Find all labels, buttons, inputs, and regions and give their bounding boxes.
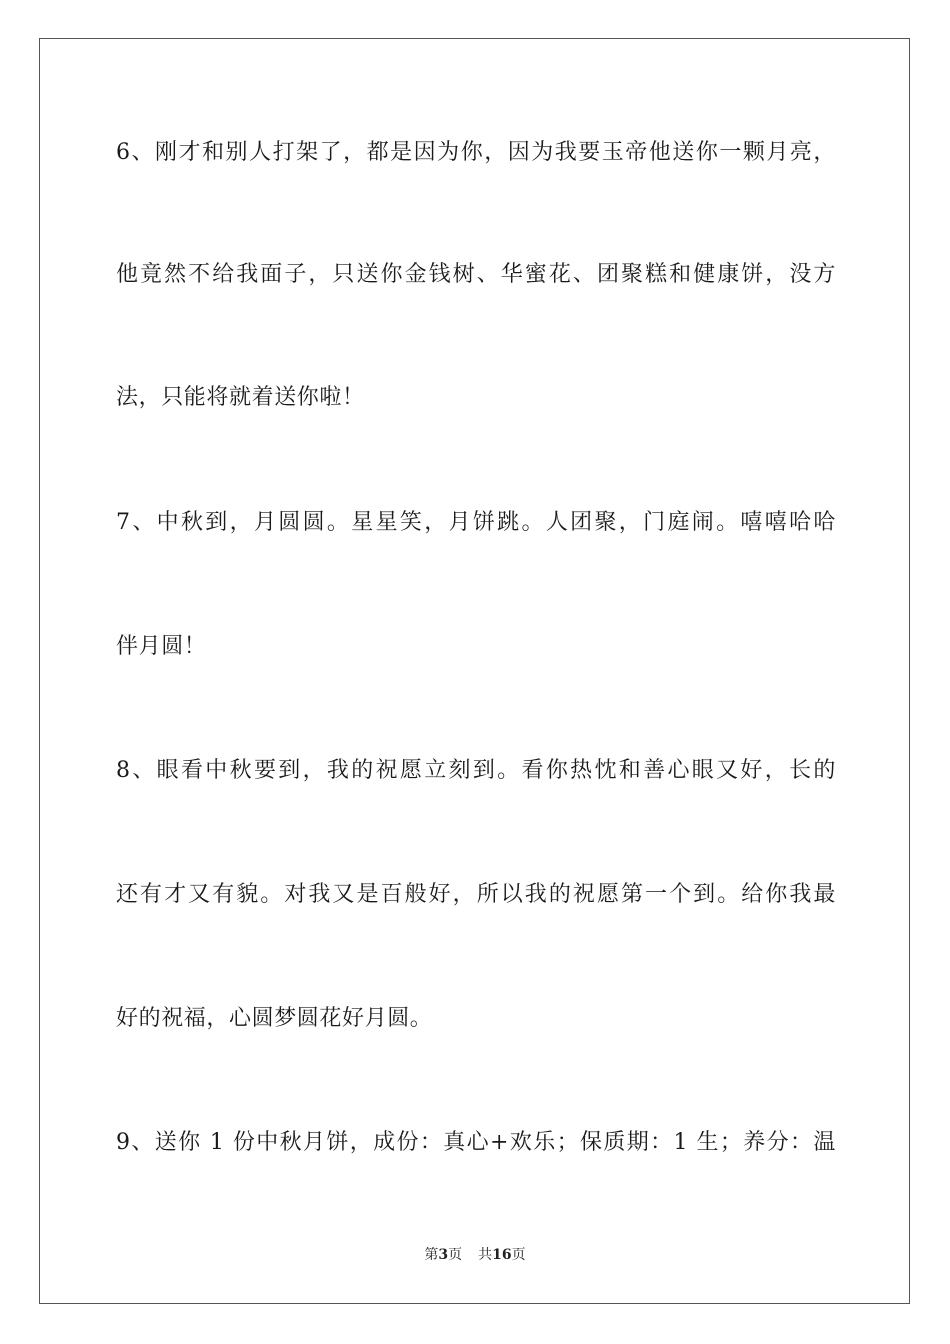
footer-page-prefix: 第	[424, 1247, 439, 1263]
text-line-3: 法，只能将就着送你啦！	[116, 385, 365, 410]
page-frame	[39, 38, 910, 1304]
text-line-2: 他竟然不给我面子，只送你金钱树、华蜜花、团聚糕和健康饼，没方	[116, 262, 836, 287]
footer-total-suffix: 页	[511, 1247, 526, 1263]
footer-total-prefix: 共	[478, 1247, 493, 1263]
text-line-6: 8、眼看中秋要到，我的祝愿立刻到。看你热忱和善心眼又好，长的	[116, 758, 836, 783]
text-line-7: 还有才又有貌。对我又是百般好，所以我的祝愿第一个到。给你我最	[116, 882, 836, 907]
text-line-1: 6、刚才和别人打架了，都是因为你，因为我要玉帝他送你一颗月亮，	[116, 140, 836, 165]
text-line-4: 7、中秋到，月圆圆。星星笑，月饼跳。人团聚，门庭闹。嘻嘻哈哈	[116, 510, 836, 535]
text-line-9: 9、送你 1 份中秋月饼，成份：真心+欢乐；保质期：1 生；养分：温	[116, 1130, 836, 1155]
page-footer	[0, 1245, 950, 1265]
footer-page-number: 3	[438, 1247, 449, 1263]
footer-page-suffix: 页	[448, 1247, 463, 1263]
text-line-8: 好的祝福，心圆梦圆花好月圆。	[116, 1006, 433, 1031]
footer-total-number: 16	[492, 1247, 512, 1263]
text-line-5: 伴月圆！	[116, 634, 207, 659]
